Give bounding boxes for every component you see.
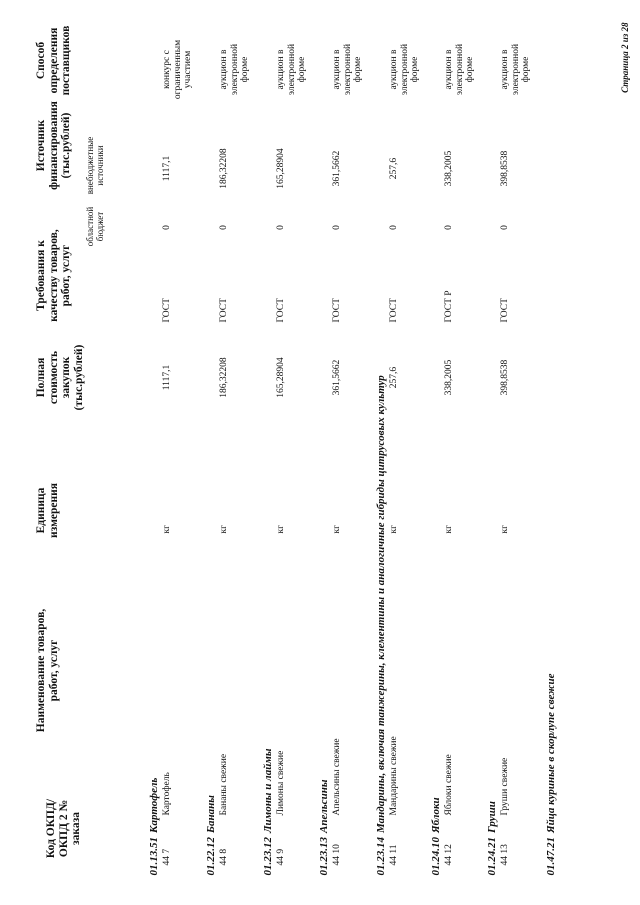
item-extra: 361,5662 — [332, 150, 342, 186]
item-name: Картофель — [162, 771, 172, 815]
table-row — [276, 0, 310, 905]
header-code: Код ОКПД/ ОКПД 2 № заказа — [45, 798, 82, 858]
item-name: Апельсины свежие — [332, 737, 342, 815]
group-title — [545, 673, 557, 875]
item-regional: 0 — [444, 224, 454, 230]
item-unit: кг — [500, 524, 510, 533]
header-requirements: Требования к качеству товаров, работ, услуг — [35, 228, 72, 322]
header-name: Наименование товаров, работ, услуг — [35, 608, 60, 732]
group-title — [318, 779, 330, 875]
order-number: 44 12 — [444, 843, 454, 865]
group-code: 01.23.13 — [318, 836, 330, 875]
table-row — [219, 0, 253, 905]
group-code: 01.23.12 — [262, 836, 274, 875]
header-unit: Единица измерения — [35, 482, 60, 538]
item-method: аукцион в электронной форме — [219, 43, 250, 95]
item-method: аукцион в электронной форме — [389, 43, 420, 95]
item-regional: 0 — [332, 224, 342, 230]
group-code: 01.24.10 — [430, 836, 442, 875]
item-cost: 1117,1 — [162, 364, 172, 390]
item-requirements: ГОСТ — [276, 297, 286, 322]
page-number: Страница 2 из 28 — [620, 22, 630, 93]
header-cost: Полная стоимость закупок (тыс.рублей) — [35, 344, 85, 410]
item-extra: 165,28904 — [276, 147, 286, 189]
table-row — [500, 0, 534, 905]
item-regional: 0 — [162, 224, 172, 230]
group-title — [430, 797, 442, 875]
group-title — [375, 375, 387, 875]
header-funding-regional: областной бюджет — [85, 206, 105, 246]
order-number: 44 8 — [219, 848, 229, 865]
item-name: Мандарины свежие — [389, 735, 399, 815]
table-row — [332, 0, 366, 905]
order-number: 44 13 — [500, 843, 510, 865]
item-extra: 257,6 — [389, 157, 399, 179]
header-method: Способ определения поставщиков — [35, 25, 72, 95]
group-label: Яблоки — [430, 796, 442, 833]
group-code: 01.22.12 — [205, 836, 217, 875]
order-number: 44 10 — [332, 843, 342, 865]
group-label: Апельсины — [318, 779, 330, 833]
group-label: Лимоны и лаймы — [262, 748, 274, 833]
table-row — [389, 0, 423, 905]
item-method: аукцион в электронной форме — [500, 43, 531, 95]
item-name: Лимоны свежие — [276, 750, 286, 815]
item-method: аукцион в электронной форме — [276, 43, 307, 95]
item-extra: 398,8538 — [500, 150, 510, 186]
group-title — [486, 801, 498, 875]
item-requirements: ГОСТ Р — [444, 289, 454, 322]
table-row — [162, 0, 196, 905]
item-regional: 0 — [219, 224, 229, 230]
item-unit: кг — [332, 524, 342, 533]
item-method: конкурс с ограниченным участием — [162, 39, 193, 99]
item-name: Яблоки свежие — [444, 753, 454, 815]
item-extra: 338,2005 — [444, 150, 454, 186]
order-number: 44 9 — [276, 848, 286, 865]
order-number: 44 11 — [389, 843, 399, 865]
header-funding-extra: внебюджетные источники — [85, 136, 105, 194]
item-unit: кг — [162, 524, 172, 533]
group-code: 01.47.21 — [545, 836, 557, 875]
item-requirements: ГОСТ — [389, 297, 399, 322]
group-label: Груши — [486, 800, 498, 833]
item-cost: 257,6 — [389, 366, 399, 388]
item-unit: кг — [276, 524, 286, 533]
item-method: аукцион в электронной форме — [332, 43, 363, 95]
item-requirements: ГОСТ — [219, 297, 229, 322]
group-label: Бананы — [205, 794, 217, 833]
item-unit: кг — [389, 524, 399, 533]
item-extra: 1117,1 — [162, 155, 172, 181]
group-title — [205, 795, 217, 875]
item-unit: кг — [444, 524, 454, 533]
item-regional: 0 — [500, 224, 510, 230]
item-cost: 361,5662 — [332, 359, 342, 395]
item-extra: 186,32208 — [219, 147, 229, 189]
group-title — [262, 748, 274, 875]
group-code: 01.23.14 — [375, 836, 387, 875]
group-label: Мандарины, включая танжерины, клементины и аналогичные гибриды цитрусовых культур — [375, 374, 387, 833]
item-name: Бананы свежие — [219, 753, 229, 815]
group-label: Картофель — [148, 777, 160, 833]
group-label: Яйца куриные в скорлупе свежие — [545, 672, 557, 833]
table-row — [444, 0, 478, 905]
group-title — [148, 777, 160, 875]
item-cost: 186,32208 — [219, 356, 229, 398]
item-requirements: ГОСТ — [332, 297, 342, 322]
group-code: 01.24.21 — [486, 836, 498, 875]
item-name: Груши свежие — [500, 757, 510, 815]
order-number: 44 7 — [162, 848, 172, 865]
item-regional: 0 — [276, 224, 286, 230]
item-cost: 398,8538 — [500, 359, 510, 395]
item-cost: 165,28904 — [276, 356, 286, 398]
item-unit: кг — [219, 524, 229, 533]
item-requirements: ГОСТ — [162, 297, 172, 322]
item-cost: 338,2005 — [444, 359, 454, 395]
item-method: аукцион в электронной форме — [444, 43, 475, 95]
header-funding: Источник финансирования (тыс.рублей) — [35, 100, 72, 190]
group-code: 01.13.51 — [148, 836, 160, 875]
item-regional: 0 — [389, 224, 399, 230]
item-requirements: ГОСТ — [500, 297, 510, 322]
